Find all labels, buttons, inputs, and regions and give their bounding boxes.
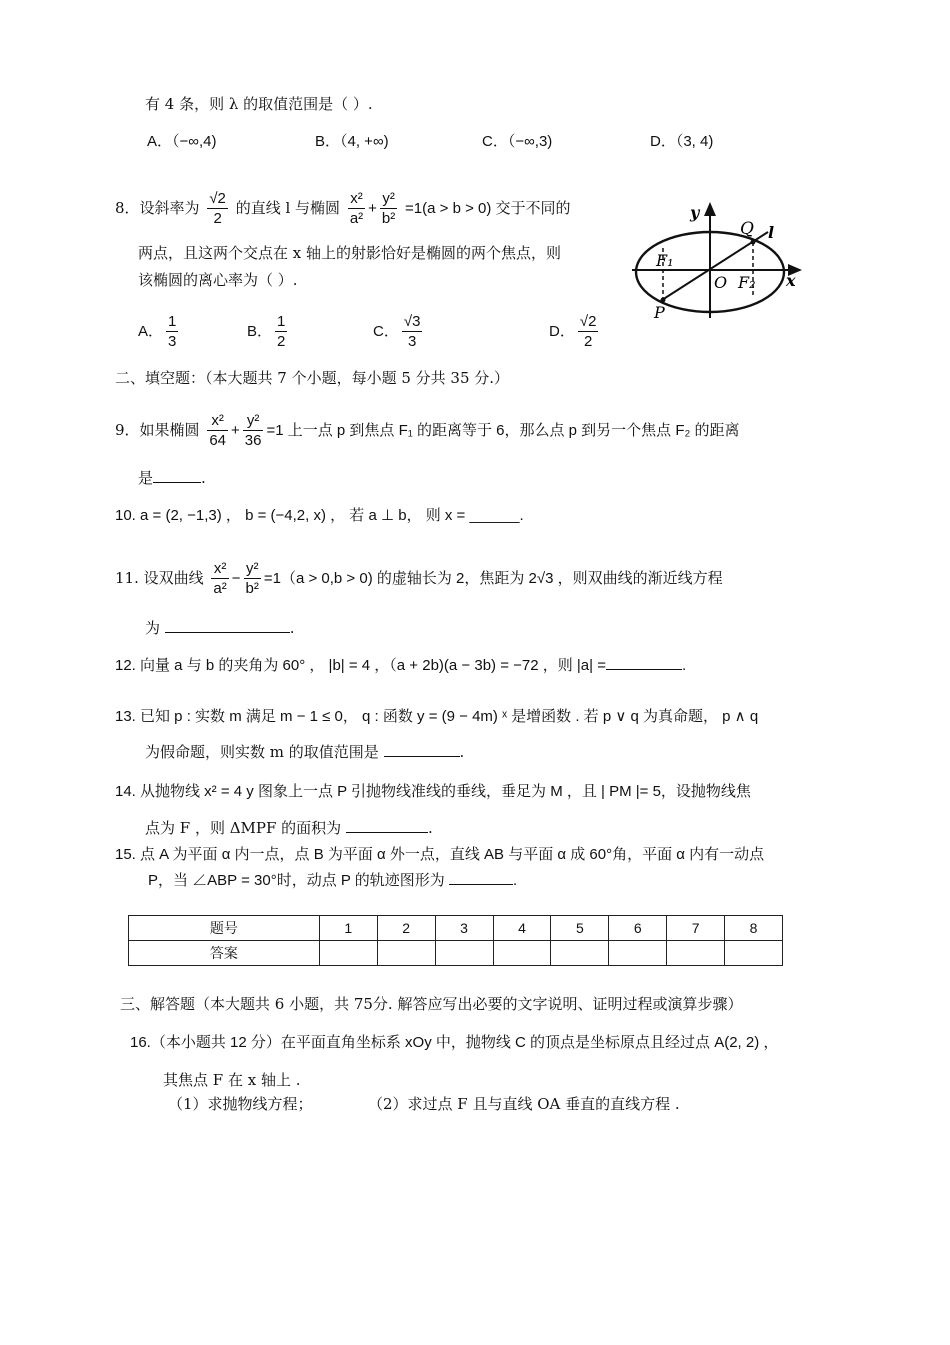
q11-x-term: $\frac{\text{x²}}{\text{a²}}$	[213, 559, 227, 597]
q8-stem: 8．设斜率为 $\frac{√2}{2}$ 的直线 l 与椭圆 $\frac{\text{x²}}{\text{a²}}$ + $\frac{\text{y²}}{\text{b²}}$ =1(a > b > 0) 交于不同的	[115, 189, 571, 227]
table-row	[129, 941, 783, 966]
q7-option-d: D．（3, 4)	[650, 133, 714, 150]
answer-cell[interactable]	[493, 941, 551, 966]
table-header-cell: 8	[725, 916, 783, 941]
q11-answer-blank	[165, 618, 290, 633]
q7-continuation: 有 4 条，则 λ 的取值范围是（ ）.	[145, 95, 373, 113]
table-header-cell: 4	[493, 916, 551, 941]
table-header-cell: 题号	[129, 916, 320, 941]
q11-stem: 11. 设双曲线 $\frac{\text{x²}}{\text{a²}}$ − $\frac{\text{y²}}{\text{b²}}$ =1（a > 0,b > 0) 的虚轴长为 2，焦距为 2√3 ，则双曲线的渐近线方程	[115, 559, 723, 597]
q14-answer-blank	[346, 818, 428, 833]
q8-number: 8．设斜率为	[115, 199, 200, 217]
q7-option-c: C．（−∞,3)	[482, 133, 553, 150]
q9-answer-blank	[153, 468, 201, 483]
q7-option-b: B．（4, +∞)	[315, 133, 389, 150]
q12-answer-blank	[606, 655, 682, 670]
answer-cell[interactable]	[609, 941, 667, 966]
table-header-cell: 6	[609, 916, 667, 941]
table-header-cell: 3	[435, 916, 493, 941]
q13-answer-blank	[384, 742, 460, 757]
fig-label-P: P	[654, 303, 665, 321]
q8-line-3: 该椭圆的离心率为（ ）.	[138, 271, 298, 289]
q8-option-c: C． $\frac{√3}{3}$	[373, 312, 421, 350]
q14-line-1: 14. 从抛物线 x² = 4 y 图象上一点 P 引抛物线准线的垂线，垂足为 M ，且 | PM |= 5，设抛物线焦	[115, 783, 751, 800]
table-answer-label: 答案	[129, 941, 320, 966]
fig-label-O: O	[714, 273, 728, 292]
answer-cell[interactable]	[435, 941, 493, 966]
q8-line-2: 两点，且这两个交点在 x 轴上的射影恰好是椭圆的两个焦点，则	[138, 244, 561, 262]
q8-option-d: D． $\frac{√2}{2}$	[549, 312, 597, 350]
q16-part-2: （2）求过点 F 且与直线 OA 垂直的直线方程 .	[368, 1095, 680, 1113]
fig-label-F1: F₁	[656, 251, 674, 270]
q8-ellipse-x-term: $\frac{\text{x²}}{\text{a²}}$	[349, 189, 364, 227]
q15-answer-blank	[449, 870, 513, 885]
q14-line-2: 点为 F ，则 ΔMPF 的面积为 .	[145, 819, 433, 837]
section-2-heading: 二、填空题：（本大题共 7 个小题，每小题 5 分共 35 分.）	[115, 369, 510, 387]
answer-cell[interactable]	[725, 941, 783, 966]
answer-cell[interactable]	[551, 941, 609, 966]
table-header-cell: 1	[319, 916, 377, 941]
fig-label-y: y	[690, 203, 700, 222]
table-header-cell: 5	[551, 916, 609, 941]
q13-line-2: 为假命题，则实数 m 的取值范围是 .	[145, 743, 465, 761]
q9-stem: 9．如果椭圆 $\frac{\text{x²}}{64}$ + $\frac{\text{y²}}{36}$ =1 上一点 p 到焦点 F₁ 的距离等于 6，那么点 p 到另一个焦点 F₂ 的距离	[115, 411, 740, 449]
table-header-cell: 7	[667, 916, 725, 941]
fig-label-l: l	[768, 223, 775, 242]
q11-line-2: 为 .	[145, 619, 295, 637]
section-3-heading: 三、解答题（本大题共 6 小题，共 75分. 解答应写出必要的文字说明、证明过程或演算步骤）	[120, 995, 743, 1013]
q8-option-a: A． $\frac{1}{3}$	[138, 312, 177, 350]
table-row	[129, 916, 783, 941]
q8-option-b: B． $\frac{1}{2}$	[247, 312, 286, 350]
q15-line-2: P，当 ∠ABP = 30°时，动点 P 的轨迹图形为 .	[148, 872, 518, 889]
q15-line-1: 15. 点 A 为平面 α 内一点，点 B 为平面 α 外一点，直线 AB 与平面 α 成 60°角，平面 α 内有一动点	[115, 846, 765, 863]
fig-label-F2: F₂	[738, 273, 756, 292]
q8-ellipse-figure	[628, 196, 808, 321]
table-header-cell: 2	[377, 916, 435, 941]
fig-label-x: x	[786, 271, 796, 290]
answer-cell[interactable]	[667, 941, 725, 966]
q8-ellipse-y-term: $\frac{\text{y²}}{\text{b²}}$	[381, 189, 396, 227]
q16-line-2: 其焦点 F 在 x 轴上 .	[163, 1071, 301, 1089]
q13-line-1: 13. 已知 p : 实数 m 满足 m − 1 ≤ 0， q : 函数 y = (9 − 4m) ˣ 是增函数 . 若 p ∨ q 为真命题， p ∧ q	[115, 708, 759, 725]
q9-y-term: $\frac{\text{y²}}{36}$	[244, 411, 262, 449]
q11-y-term: $\frac{\text{y²}}{\text{b²}}$	[245, 559, 259, 597]
q16-part-1: （1）求抛物线方程；	[168, 1095, 313, 1113]
answer-cell[interactable]	[377, 941, 435, 966]
q9-x-term: $\frac{\text{x²}}{64}$	[209, 411, 227, 449]
q7-option-a: A．（−∞,4)	[147, 133, 217, 150]
fig-label-Q: Q	[740, 219, 754, 239]
q12-stem: 12. 向量 a 与 b 的夹角为 60° ， |b| = 4 ，（a + 2b)(a − 3b) = −72 ，则 |a| = .	[115, 657, 687, 674]
q10-stem: 10. a = (2, −1,3) ， b = (−4,2, x) ， 若 a ⊥ b， 则 x = ______.	[115, 507, 524, 524]
q8-slope-fraction: $\frac{√2}{2}$	[209, 189, 226, 227]
answer-cell[interactable]	[319, 941, 377, 966]
q16-line-1: 16.（本小题共 12 分）在平面直角坐标系 xOy 中，抛物线 C 的顶点是坐标原点且经过点 A(2, 2) ，	[130, 1034, 779, 1051]
answer-table	[128, 915, 783, 966]
q9-line-2: 是 .	[138, 469, 206, 487]
